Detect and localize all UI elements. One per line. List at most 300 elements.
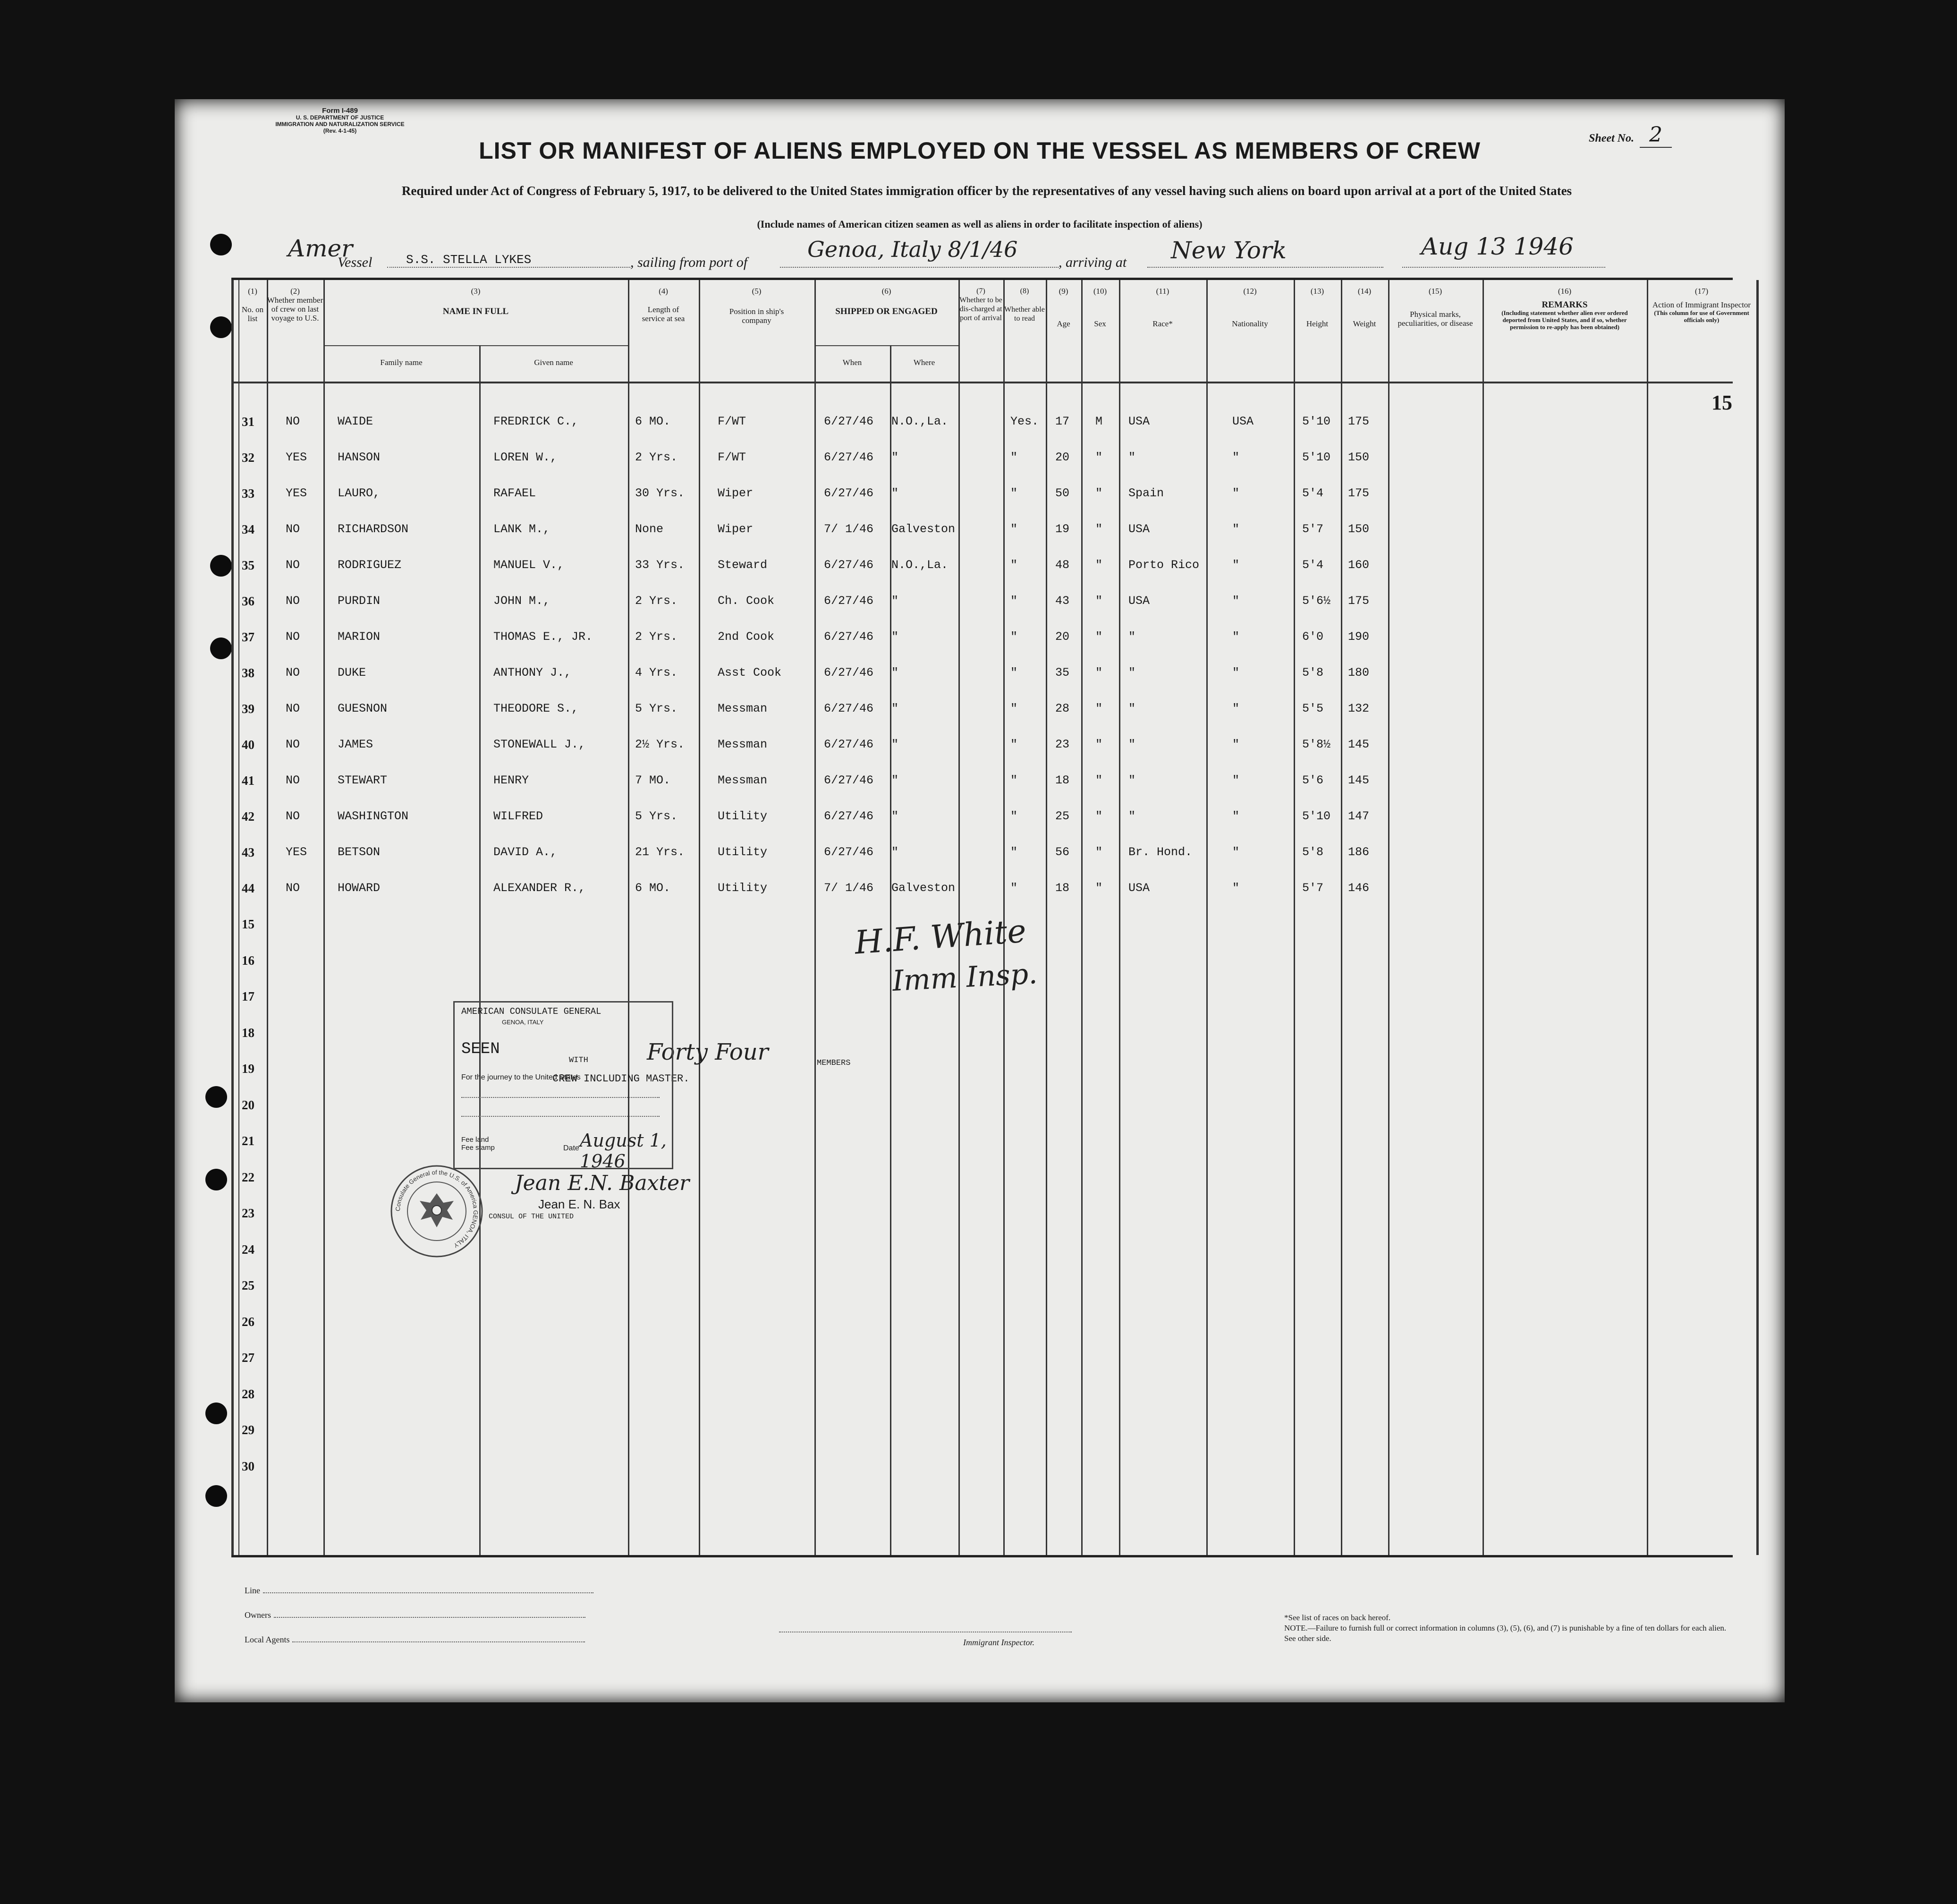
cell-position: 2nd Cook [718,630,775,644]
cell-position: Wiper [718,486,754,500]
cell-where: " [891,702,899,715]
consul-name: Jean E. N. Bax [538,1197,620,1211]
cell-sex: " [1095,558,1103,572]
table-row [231,625,1733,661]
inspector-signature: H.F. White [853,912,1028,962]
cell-sex: " [1095,450,1103,464]
cell-when: 6/27/46 [824,845,874,859]
cell-prev: NO [286,630,300,644]
cell-service: 6 MO. [635,415,671,428]
row-number: 20 [242,1097,254,1112]
footer-agents [245,1635,585,1645]
row-number: 22 [242,1170,254,1184]
header-col-2: (2) Whether member of crew on last voyage to U.S. [267,287,323,323]
cell-age: 18 [1055,774,1070,787]
cell-height: 5'10 [1302,809,1331,823]
cell-height: 5'10 [1302,415,1331,428]
cell-height: 6'0 [1302,630,1324,644]
table-row [231,518,1733,553]
vessel-name: S.S. STELLA LYKES [387,253,630,268]
cell-when: 6/27/46 [824,702,874,715]
cell-sex: " [1095,845,1103,859]
cell-position: Utility [718,845,768,859]
cell-no: 36 [242,594,254,608]
row-number: 30 [242,1459,254,1473]
cell-service: 21 Yrs. [635,845,685,859]
cell-service: 2 Yrs. [635,594,678,608]
cell-read: " [1010,738,1018,751]
cell-where: " [891,738,899,751]
cell-when: 6/27/46 [824,630,874,644]
cell-race: " [1128,738,1136,751]
header-col-1: (1) No. on list [241,287,264,323]
cell-given: FREDRICK C., [493,415,579,428]
cell-weight: 145 [1348,738,1370,751]
cell-age: 17 [1055,415,1070,428]
cell-family: JAMES [338,738,373,751]
cell-sex: " [1095,666,1103,680]
cell-position: Messman [718,738,768,751]
cell-service: 2 Yrs. [635,450,678,464]
races-note: *See list of races on back hereof. [1284,1613,1391,1622]
cell-height: 5'8 [1302,845,1324,859]
cell-where: " [891,450,899,464]
cell-weight: 186 [1348,845,1370,859]
cell-no: 40 [242,738,254,752]
punch-hole [210,316,232,338]
cell-race: Porto Rico [1128,558,1200,572]
cell-service: 6 MO. [635,881,671,895]
column-rule [1756,280,1759,1555]
crew-with-label: WITH [569,1056,588,1065]
form-rev: (Rev. 4-1-45) [323,128,357,134]
cell-sex: " [1095,738,1103,751]
cell-race: USA [1128,881,1150,895]
cell-family: HANSON [338,450,381,464]
cell-read: " [1010,450,1018,464]
cell-no: 34 [242,522,254,536]
punch-hole [210,638,232,659]
cell-read: " [1010,774,1018,787]
header-col-9: (9) Age [1057,287,1070,328]
consul-title: CONSUL OF THE UNITED [489,1213,574,1221]
cell-sex: " [1095,809,1103,823]
cell-race: USA [1128,594,1150,608]
header-col-4: (4) Length of service at sea [642,287,685,323]
cell-height: 5'7 [1302,881,1324,895]
cell-no: 42 [242,809,254,824]
header-col-11: (11) Race* [1152,287,1173,328]
crew-members-label: MEMBERS [817,1059,851,1068]
cell-when: 6/27/46 [824,809,874,823]
cell-no: 35 [242,558,254,572]
cell-height: 5'8 [1302,666,1324,680]
cell-nat: " [1232,738,1240,751]
header-col-17: (17) Action of Immigrant Inspector (This column for use of Government officials only) [1652,287,1751,323]
cell-age: 20 [1055,450,1070,464]
crew-count-hand: Forty Four [647,1039,769,1065]
cell-given: DAVID A., [493,845,558,859]
footer-owners [245,1610,585,1620]
table-row [231,841,1733,876]
consul-signature: Jean E.N. Baxter [515,1171,690,1195]
cell-read: " [1010,845,1018,859]
cell-service: 7 MO. [635,774,671,787]
table-row [231,697,1733,733]
table-row [231,769,1733,805]
cell-prev: YES [286,450,307,464]
cell-race: Spain [1128,486,1164,500]
cell-age: 50 [1055,486,1070,500]
cell-age: 56 [1055,845,1070,859]
crew-including-master: CREW INCLUDING MASTER. [552,1073,690,1085]
cell-where: Galveston [891,522,956,536]
header-col-7: (7) Whether to be dis-charged at port of arrival [959,287,1002,322]
cell-given: HENRY [493,774,529,787]
cell-weight: 175 [1348,486,1370,500]
cell-position: F/WT [718,450,746,464]
cell-height: 5'6½ [1302,594,1331,608]
cell-age: 25 [1055,809,1070,823]
header-given-name: Given name [534,358,573,367]
cell-prev: NO [286,522,300,536]
row-number: 27 [242,1351,254,1365]
header-col-16: (16) REMARKS (Including statement whether alien ever ordered deported from United States, and if so, whether permission to re-apply has been obtained) [1501,287,1628,331]
cell-position: F/WT [718,415,746,428]
cell-no: 37 [242,630,254,644]
cell-position: Asst Cook [718,666,782,680]
cell-sex: " [1095,594,1103,608]
row-number: 18 [242,1025,254,1040]
cell-service: 33 Yrs. [635,558,685,572]
cell-given: ANTHONY J., [493,666,572,680]
header-where: Where [913,358,935,367]
cell-race: " [1128,666,1136,680]
cell-weight: 145 [1348,774,1370,787]
header-col-6: (6) SHIPPED OR ENGAGED [835,287,938,316]
cell-prev: NO [286,415,300,428]
cell-race: " [1128,630,1136,644]
cell-prev: YES [286,845,307,859]
table-row [231,805,1733,841]
cell-family: RODRIGUEZ [338,558,402,572]
cell-height: 5'8½ [1302,738,1331,751]
form-service: IMMIGRATION AND NATURALIZATION SERVICE [275,121,405,128]
row-number: 23 [242,1206,254,1220]
header-col-15: (15) Physical marks, peculiarities, or disease [1398,287,1473,328]
cell-no: 31 [242,415,254,429]
row-number: 16 [242,953,254,968]
cell-given: WILFRED [493,809,543,823]
cell-weight: 190 [1348,630,1370,644]
cell-read: " [1010,809,1018,823]
cell-where: " [891,630,899,644]
cell-race: Br. Hond. [1128,845,1193,859]
cell-family: STEWART [338,774,388,787]
table-row [231,482,1733,518]
cell-read: " [1010,666,1018,680]
footer-note [1284,1613,1733,1644]
cell-read: " [1010,522,1018,536]
cell-race: USA [1128,522,1150,536]
cell-position: Wiper [718,522,754,536]
cell-given: MANUEL V., [493,558,565,572]
cell-prev: NO [286,881,300,895]
subheader-rule-shipped [814,345,958,346]
cell-sex: " [1095,630,1103,644]
table-row [231,876,1733,912]
cell-nat: " [1232,558,1240,572]
cell-weight: 175 [1348,415,1370,428]
cell-weight: 150 [1348,450,1370,464]
cell-sex: " [1095,702,1103,715]
cell-age: 20 [1055,630,1070,644]
header-when: When [842,358,862,367]
cell-race: " [1128,450,1136,464]
arriving-port-hand: New York [1171,237,1287,264]
stamp-date-hand: August 1, 1946 [580,1130,667,1172]
cell-when: 6/27/46 [824,594,874,608]
document-subtitle: Required under Act of Congress of February 5, 1917, to be delivered to the United States immigration officer by the representatives of any vessel having such aliens on board upon arrival at a port of the United States [401,184,1572,198]
header-col-8: (8) Whether able to read [1004,287,1045,323]
cell-nat: " [1232,774,1240,787]
punch-hole [205,1086,227,1108]
cell-no: 39 [242,702,254,716]
footer-agents-label: Local Agents [245,1635,290,1644]
cell-service: 30 Yrs. [635,486,685,500]
cell-given: THOMAS E., JR. [493,630,593,644]
cell-weight: 150 [1348,522,1370,536]
cell-read: " [1010,486,1018,500]
form-number: Form I-489 [322,107,358,115]
header-bottom-rule [231,382,1733,383]
cell-where: " [891,666,899,680]
cell-sex: M [1095,415,1103,428]
cell-weight: 147 [1348,809,1370,823]
stamp-journey: For the journey to the United States [461,1073,581,1081]
row-number: 21 [242,1134,254,1148]
table-row [231,446,1733,482]
crew-count-note [175,1039,1785,1086]
cell-service: 2½ Yrs. [635,738,685,751]
header-col-3: (3) NAME IN FULL [442,287,509,316]
cell-weight: 146 [1348,881,1370,895]
cell-family: LAURO, [338,486,381,500]
cell-family: HOWARD [338,881,381,895]
cell-height: 5'5 [1302,702,1324,715]
cell-age: 23 [1055,738,1070,751]
cell-age: 43 [1055,594,1070,608]
cell-family: RICHARDSON [338,522,409,536]
cell-prev: NO [286,774,300,787]
cell-weight: 132 [1348,702,1370,715]
table-row [231,410,1733,446]
cell-position: Utility [718,881,768,895]
cell-read: " [1010,630,1018,644]
cell-prev: YES [286,486,307,500]
subheader-rule-name [323,345,628,346]
cell-when: 6/27/46 [824,486,874,500]
cell-given: JOHN M., [493,594,551,608]
sailing-port-hand: Genoa, Italy 8/1/46 [807,237,1018,262]
row-number: 25 [242,1278,254,1292]
row-number: 24 [242,1242,254,1257]
cell-family: PURDIN [338,594,381,608]
stamp-office: AMERICAN CONSULATE GENERAL [461,1006,602,1017]
arrival-date-hand: Aug 13 1946 [1421,233,1574,260]
cell-age: 28 [1055,702,1070,715]
cell-weight: 180 [1348,666,1370,680]
cell-position: Ch. Cook [718,594,775,608]
cell-no: 32 [242,450,254,465]
cell-given: THEODORE S., [493,702,579,715]
cell-where: Galveston [891,881,956,895]
form-identifier [246,108,434,134]
sailing-label: , sailing from port of [630,255,748,270]
cell-service: None [635,522,664,536]
cell-age: 35 [1055,666,1070,680]
vessel-nationality-hand: Amer [288,235,353,262]
seal-text: Consulate General of the U.S. of America GENOA, ITALY [394,1168,480,1250]
header-col-12: (12) Nationality [1232,287,1268,328]
cell-when: 6/27/46 [824,738,874,751]
cell-race: " [1128,774,1136,787]
cell-position: Utility [718,809,768,823]
header-col-13: (13) Height [1306,287,1329,328]
cell-when: 7/ 1/46 [824,881,874,895]
cell-given: STONEWALL J., [493,738,586,751]
cell-nat: " [1232,702,1240,715]
row-number: 28 [242,1386,254,1401]
cell-height: 5'4 [1302,558,1324,572]
cell-when: 6/27/46 [824,558,874,572]
vessel-label: Vessel [338,255,373,270]
cell-no: 38 [242,666,254,680]
table-row [231,661,1733,697]
cell-nat: " [1232,630,1240,644]
cell-height: 5'10 [1302,450,1331,464]
cell-read: " [1010,558,1018,572]
cell-when: 6/27/46 [824,415,874,428]
cell-race: " [1128,809,1136,823]
cell-age: 48 [1055,558,1070,572]
row-number: 26 [242,1314,254,1329]
cell-given: LANK M., [493,522,551,536]
cell-service: 4 Yrs. [635,666,678,680]
cell-given: ALEXANDER R., [493,881,586,895]
cell-height: 5'6 [1302,774,1324,787]
table-row [231,589,1733,625]
form-dept: U. S. DEPARTMENT OF JUSTICE [296,114,384,121]
cell-where: N.O.,La. [891,415,949,428]
cell-service: 5 Yrs. [635,702,678,715]
cell-age: 18 [1055,881,1070,895]
punch-hole [205,1402,227,1424]
cell-read: " [1010,594,1018,608]
cell-nat: " [1232,594,1240,608]
cell-prev: NO [286,594,300,608]
cell-service: 2 Yrs. [635,630,678,644]
cell-family: DUKE [338,666,366,680]
cell-height: 5'7 [1302,522,1324,536]
cell-nat: " [1232,881,1240,895]
cell-sex: " [1095,522,1103,536]
sheet-number-hand: 2 [1640,123,1672,148]
cell-nat: " [1232,522,1240,536]
cell-prev: NO [286,558,300,572]
cell-prev: NO [286,702,300,715]
cell-prev: NO [286,809,300,823]
stamp-dotted-line [461,1097,660,1098]
cell-position: Messman [718,702,768,715]
cell-height: 5'4 [1302,486,1324,500]
header-col-14: (14) Weight [1353,287,1376,328]
cell-prev: NO [286,666,300,680]
cell-sex: " [1095,774,1103,787]
cell-no: 41 [242,774,254,788]
cell-nat: " [1232,486,1240,500]
cell-no: 44 [242,881,254,895]
cell-read: " [1010,881,1018,895]
punch-hole [210,555,232,577]
stamp-seen: SEEN [461,1040,500,1058]
cell-read: " [1010,702,1018,715]
cell-sex: " [1095,486,1103,500]
punch-hole [205,1169,227,1190]
cell-service: 5 Yrs. [635,809,678,823]
cell-family: WAIDE [338,415,373,428]
stamp-fee: Fee land Fee stamp [461,1136,495,1152]
row-number: 29 [242,1423,254,1437]
manifest-sheet [175,99,1785,1702]
footer-owners-label: Owners [245,1610,271,1620]
cell-given: LOREN W., [493,450,558,464]
cell-nat: " [1232,666,1240,680]
footer-inspector: Immigrant Inspector. [963,1638,1034,1647]
cell-where: N.O.,La. [891,558,949,572]
cell-no: 33 [242,486,254,501]
consulate-seal [390,1164,484,1258]
table-row [231,553,1733,589]
header-col-5: (5) Position in ship's company [729,287,784,325]
footer-line-label: Line [245,1586,260,1595]
document-subtitle-note: (Include names of American citizen seamen as well as aliens in order to facilitate inspection of aliens) [757,218,1203,230]
cell-when: 6/27/46 [824,774,874,787]
cell-where: " [891,809,899,823]
header-family-name: Family name [380,358,423,367]
document-title: LIST OR MANIFEST OF ALIENS EMPLOYED ON THE VESSEL AS MEMBERS OF CREW [479,137,1481,164]
cell-no: 43 [242,845,254,859]
cell-age: 19 [1055,522,1070,536]
inspector-title: Imm Insp. [891,957,1038,998]
cell-nat: " [1232,809,1240,823]
cell-when: 6/27/46 [824,666,874,680]
cell-prev: NO [286,738,300,751]
stamp-date-label: Date [563,1144,579,1152]
cell-weight: 160 [1348,558,1370,572]
punch-hole [205,1485,227,1507]
table-row [231,733,1733,769]
cell-nat: " [1232,845,1240,859]
row-number: 19 [242,1062,254,1076]
cell-when: 6/27/46 [824,450,874,464]
cell-family: BETSON [338,845,381,859]
cell-where: " [891,774,899,787]
penalty-note: NOTE.—Failure to furnish full or correct information in columns (3), (5), (6), and (7) is punishable by a fine of ten dollars for each alien. See other side. [1284,1624,1727,1643]
cell-family: WASHINGTON [338,809,409,823]
row-number: 15 [242,917,254,931]
cell-read: Yes. [1010,415,1039,428]
